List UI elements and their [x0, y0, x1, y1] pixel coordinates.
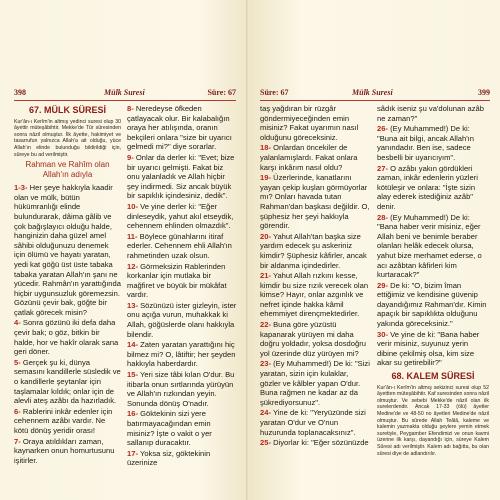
- surah-intro: Kur'ân-ı Kerîm'in altmış yedinci suresi olup 30 âyettir müteşâbihtir. Mekke'de Tûr sûresinden sonra nâzil olmuştur. İlk âyette, hakimiyet ve tasarrufun yalnızca Allah'a ait olduğu, yüce Allah'ın elinde bulunduğu bildirildiği için, sûreye bu ad verilmiştir.: [14, 118, 121, 158]
- verse: [127, 232, 237, 261]
- verse: [127, 340, 237, 369]
- verse: [14, 437, 121, 466]
- verse-text: Oraya atıldıkları zaman, kaynarken onun homurtusunu işitirler.: [14, 436, 115, 465]
- verse-number: 6-: [14, 406, 21, 416]
- verse: [260, 104, 370, 142]
- verse-list: [14, 183, 121, 465]
- verse-number: 22-: [260, 320, 271, 330]
- surah-intro: Kur'ân-ı Kerîm'in altmış sekizinci suresi olup 52 âyettten müteşâbihtir. Kaf suresinden sonra nâzil olmuştur. Ve sebebi Mekke'de nâzil olan ilk surelerdendir. Ancak 17-33 (ölü) âyetler Medine'de ve 48-50 no âyetleri Medine'de nâzil olmuştur. Bu sûrede Allah Teâlâ, kaleme ve kalemin yazmakta olduğu şeylere yemin etmek suretiyle, Peygamber Efendimizi ve onun kavmi üzerine ilk karşı, dayandığı için, süreye Kalem Sûresi adı verilmiştir. Kalem adı bağıtta, bu olan sûresi diye de adlandırılır.: [377, 384, 489, 457]
- verse-number: 28-: [377, 212, 388, 222]
- verse-number: 27-: [377, 163, 388, 173]
- verse: [127, 262, 237, 300]
- verse-number: 23-: [260, 359, 271, 369]
- running-title: Mülk Suresi: [104, 88, 145, 97]
- verse-text: taş yağdıran bir rüzgâr göndermiyeceğinden emin misiniz? Fakat uyarımın nasıl olduğunu göreceksiniz.: [260, 104, 359, 142]
- page-number: 399: [478, 88, 490, 97]
- verse: [260, 438, 370, 448]
- verse-number: 24-: [260, 408, 271, 418]
- verse-list: [260, 104, 370, 448]
- verse-number: 18-: [260, 143, 271, 153]
- verse-number: 15-: [127, 370, 138, 380]
- verse: [14, 183, 121, 317]
- verse-number: 14-: [127, 340, 138, 350]
- verse-text: (Ey Muhammed!) De ki: "Bana haber verir misiniz, eğer Allah beni ve benimle beraber olanları helâk edecek olursa, yahut bize merhamet ederse, o acı azâbtan kâfirleri kim kurtaracak?": [377, 212, 482, 280]
- verse-number: 1-3-: [14, 183, 28, 193]
- right-page: [250, 0, 500, 500]
- verse: [260, 143, 370, 172]
- verse: [127, 370, 237, 408]
- verse: [260, 408, 370, 437]
- verse: [377, 104, 489, 123]
- verse-text: De ki: "O, bizim îman ettiğimiz ve kendisine güvenip dayandığımız Rahman'dır. Kimin apaçık bir sapıklıkta olduğunu yakında göreceksiniz.": [377, 280, 487, 329]
- left-column-2: [127, 104, 237, 469]
- verse-number: 5-: [14, 357, 21, 367]
- verse-text: Rablerini inkâr edenler için cehennem azâbı vardır. Ne kötü dönüş yeridir orası!: [14, 406, 113, 435]
- verse-text: Yine de ki: "Yeryüzünde sizi yaratan O'dur ve O'nun huzurunda toplanacaksınız".: [260, 408, 366, 437]
- verse-text: Sonra gözünü iki defa daha çevir bak; o göz, bitkin bir halde, hor ve hakîr olarak sana geri döner.: [14, 318, 119, 357]
- verse: [260, 359, 370, 407]
- surah-title: 68. KALEM SÜRESİ: [391, 371, 475, 382]
- verse: [260, 173, 370, 231]
- surah-title: 67. MÜLK SÜRESİ: [28, 105, 106, 115]
- verse-text: (Ey Muhammed!) De ki: "Sizi yaratan, sizin için kulaklar, gözler ve kâlbler yapan O'dur. Buna rağmen ne kadar az da şükrediyorsunuz".: [260, 359, 370, 407]
- verse-text: Onlardan öncekiler de yalanlamışlardı. Fakat onlara karşı inkârım nasıl oldu?: [260, 143, 358, 172]
- right-column-1: [260, 104, 370, 449]
- basmala: Rahman ve Rahîm olan Allah'ın adıyla: [25, 160, 110, 180]
- left-column-1: [14, 104, 121, 466]
- verse-number: 12-: [127, 261, 138, 271]
- verse-number: 11-: [127, 231, 138, 241]
- verse-text: Gerçek şu ki, dünya semasını kandillerle süsledik ve o kandillerle şeytanlar için taşlamalar kıldık; onlar için de alevli ateş azâbı da hazırladık.: [14, 357, 121, 406]
- verse-text: Görmeksizin Rablerinden korkanlar için mutlaka bir mağfiret ve büyük bir mükâfat vardır.: [127, 261, 227, 300]
- verse-text: Her şeye hakkıyla kaadir olan ve mülk, bütün hükümranlığı elinde bulundurarak, dâima gâlib ve çok bağışlayıcı olduğu halde, hanginizin daha güzel amel sâhibi olduğunuzu denemek için ölümü ve hayatı yaratan, yedi kat göğü üst üste tabaka tabaka yaratan Allah'ın şanı ne yücedir. Rahmân'ın yarattığında hiçbir uygunsuzluk göremezsin. Gözünü çevir bak, göğte bir çatlak görecek misin?: [14, 183, 121, 317]
- verse-text: Böylece günahlarını itiraf ederler. Cehennem ehli Allah'ın rahmetinden uzak olsun.: [127, 231, 232, 260]
- right-column-2: [377, 104, 489, 458]
- verse: [127, 104, 237, 152]
- verse-text: Ve yine de ki: "Bana haber verir misiniz, suyunuz yerin dibine çekilmiş olsa, kim size akar su getirebilir?": [377, 329, 480, 368]
- right-header: [260, 88, 490, 100]
- sure-ref: Süre: 67: [260, 88, 289, 97]
- verse-text: Yoksa siz, göktekinin üzerinize: [127, 448, 211, 468]
- verse: [377, 330, 489, 368]
- verse-number: 19-: [260, 173, 271, 183]
- verse-text: Sözünüzü ister gizleyin, ister onu açığa vurun, muhakkak ki Allah, göğüslerde olanı hakkıyla bilendir.: [127, 300, 237, 339]
- header-rule: [260, 100, 490, 101]
- sure-ref: Süre: 67: [207, 88, 236, 97]
- verse-text: Ve yine derler ki: "Eğer dinleseydik, yahut akıl etseydik, cehennem ehlinden olmazdık".: [127, 201, 234, 231]
- left-header: [14, 88, 236, 100]
- running-title: Mülk Suresi: [352, 88, 393, 97]
- verse-number: 16-: [127, 409, 138, 419]
- verse-number: 10-: [127, 201, 138, 211]
- verse: [127, 202, 237, 231]
- verse-text: Yahut Allah'tan başka size yardım edecek şu askeriniz kimdir? Şüphesiz kâfirler, ancak bir aldanma içindedirler.: [260, 231, 367, 270]
- verse: [127, 449, 237, 468]
- verse: [14, 358, 121, 406]
- verse-list: [377, 104, 489, 368]
- verse: [127, 153, 237, 201]
- verse-number: 13-: [127, 300, 138, 310]
- verse-number: 29-: [377, 280, 388, 290]
- verse-text: sâdık iseniz şu va'dolunan azâb ne zaman?": [377, 104, 484, 123]
- verse-text: Zaten yaratan yarattığını hiç bilmez mi? O, lâtiftir; her şeyden hakkıyla haberdardır.: [127, 340, 236, 369]
- verse-text: O azâbı yakın gördükleri zaman, inkâr edenlerin yüzleri kötüleşir ve onlara: "İşte sizin alay ederek istediğiniz azâb" denir.: [377, 163, 478, 211]
- verse: [377, 164, 489, 212]
- verse: [260, 271, 370, 319]
- verse: [127, 409, 237, 447]
- verse: [14, 318, 121, 356]
- verse: [260, 320, 370, 358]
- verse-number: 8-: [127, 104, 134, 113]
- verse-text: Göktekinin sizi yere batırmayacağından emin misiniz? İşte o vakit o yer sallanıp duracaktır.: [127, 409, 212, 448]
- verse-number: 4-: [14, 318, 21, 328]
- page-number: 398: [14, 88, 26, 97]
- left-page: [0, 0, 248, 500]
- verse-number: 20-: [260, 231, 271, 241]
- verse: [14, 407, 121, 436]
- verse-number: 26-: [377, 124, 388, 134]
- verse-text: Üzerlerinde, kanatlarını yayan çekip kuşları görmüyorlar mı? Onları havada tutan Rahman'dan başkası değildir. O, şüphesiz her şeyi hakkıyla görendir.: [260, 173, 370, 231]
- verse-number: 30-: [377, 329, 388, 339]
- verse-text: Diyorlar ki: "Eğer sözünüzde: [270, 438, 369, 448]
- verse-text: Yeri size tâbi kılan O'dur. Bu itibarla onun sırtlarında yürüyün ve Allah'ın rızkından yeyin. Sonunda dönüş O'nadır.: [127, 370, 235, 408]
- verse-number: 7-: [14, 436, 21, 446]
- verse-text: Buna göre yüzüstü kapanarak yürüyen mi daha doğru yoldadır, yoksa dosdoğru yol üzerinde düz yürüyen mi?: [260, 320, 366, 358]
- verse-number: 9-: [127, 152, 134, 162]
- verse-number: 25-: [260, 438, 271, 448]
- verse-list: [127, 104, 237, 468]
- verse-text: Yahut Allah rızkını kesse, kimdir bu size rızık verecek olan kimse? Hayır, onlar azgınlık ve nefret içinde hakka kâmil ehemmiyet dirençmektedirler.: [260, 271, 369, 319]
- verse-text: Neredeyse öfkeden çatlayacak olur. Bir kalabalığın oraya her atılışında, oranın bekçileri onlara "size bir uyarıcı gelmedi mi?" diye sorarlar.: [127, 104, 232, 152]
- verse: [377, 124, 489, 162]
- verse-number: 17-: [127, 448, 138, 458]
- verse-text: (Ey Muhammed!) De ki: "Buna ait bilgi, ancak Allah'ın yanındadır. Ben ise, sadece besbelli bir uyarıcıyım".: [377, 124, 475, 162]
- verse-text: Onlar da derler ki: "Evet; bize bir uyarıcı gelmişti. Fakat biz onu yalanladık ve Allah hiçbir şey indirmedi. Siz ancak büyük bir sapıklık içindesiniz, dedik".: [127, 152, 235, 201]
- verse: [260, 232, 370, 270]
- header-rule: [14, 100, 236, 101]
- verse: [127, 301, 237, 339]
- verse: [377, 281, 489, 329]
- verse: [377, 213, 489, 280]
- verse-number: 21-: [260, 271, 271, 281]
